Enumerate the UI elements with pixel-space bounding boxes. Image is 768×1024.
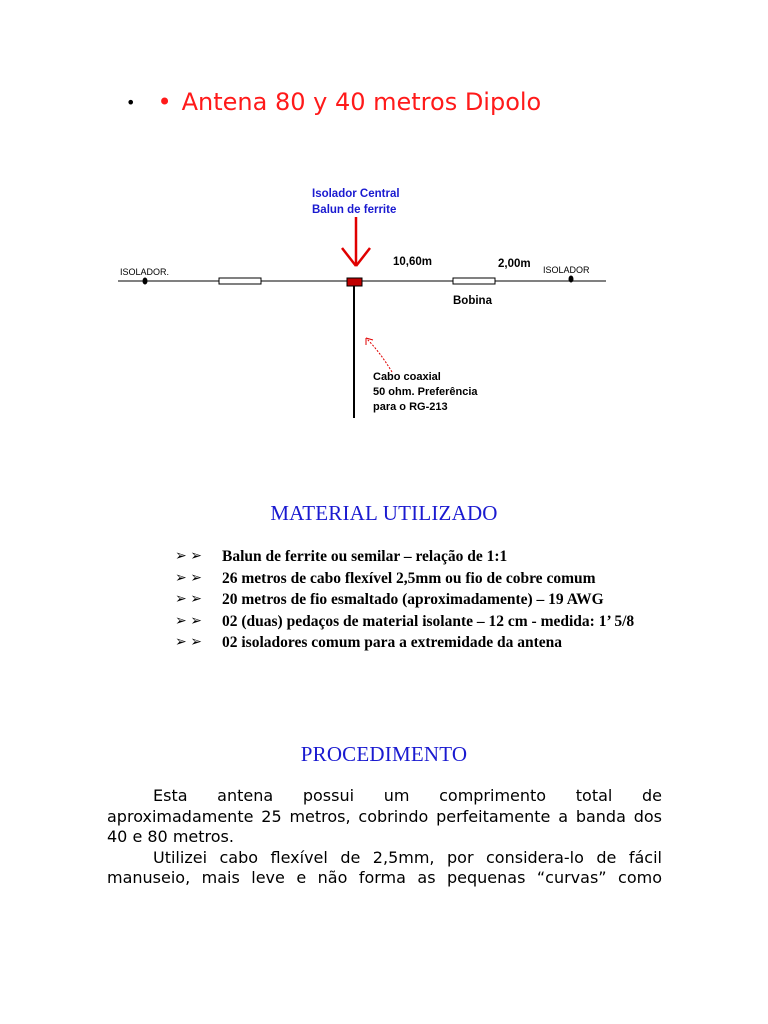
coil-element (453, 278, 495, 284)
coax-label-line2: 50 ohm. Preferência (373, 386, 478, 398)
procedure-paragraph-1: Esta antena possui um comprimento total de aproximadamente 25 metros, cobrindo perfeitamente a banda dos 40 e 80 metros. (107, 786, 662, 846)
left-insulator-icon (143, 278, 148, 285)
balun-label: Balun de ferrite (312, 204, 397, 216)
arrow-bullet-icon: ➢ ➢ (175, 549, 202, 564)
list-item: ➢ ➢ Balun de ferrite ou semilar – relação de 1:1 (175, 546, 665, 568)
coax-label-line3: para o RG-213 (373, 401, 448, 413)
balun-central (347, 278, 362, 286)
arrow-bullet-icon: ➢ ➢ (175, 613, 202, 629)
left-isolating-piece (219, 278, 261, 284)
list-item: ➢ ➢ 02 (duas) pedaços de material isolante – 12 cm - medida: 1’ 5/8 (175, 611, 665, 633)
arrow-bullet-icon: ➢ ➢ (175, 592, 202, 607)
page-title-text: Antena 80 y 40 metros Dipolo (181, 88, 542, 116)
antenna-diagram (0, 0, 768, 440)
right-insulator-label: ISOLADOR (543, 265, 590, 275)
central-insulator-label: Isolador Central (312, 188, 400, 200)
procedure-paragraph-2: Utilizei cabo flexível de 2,5mm, por considera-lo de fácil manuseio, mais leve e não forma as pequenas “curvas” como (107, 847, 662, 887)
material-heading: MATERIAL UTILIZADO (270, 501, 498, 525)
main-length-label: 10,60m (393, 256, 433, 268)
right-insulator-icon (569, 276, 574, 283)
procedure-heading: PROCEDIMENTO (300, 742, 468, 766)
red-bullet: • (157, 88, 172, 116)
list-item: ➢ ➢ 02 isoladores comum para a extremidade da antena (175, 632, 665, 654)
arrow-bullet-icon: ➢ ➢ (175, 635, 202, 650)
coax-pointer-arrow-icon (366, 338, 392, 372)
procedure-body (107, 786, 662, 889)
end-length-label: 2,00m (498, 258, 531, 270)
coax-label-line1: Cabo coaxial (373, 371, 441, 383)
list-item: ➢ ➢ 26 metros de cabo flexível 2,5mm ou fio de cobre comum (175, 568, 665, 590)
coil-label: Bobina (453, 295, 492, 307)
left-insulator-label: ISOLADOR. (120, 267, 170, 277)
material-list (175, 546, 665, 654)
arrow-bullet-icon: ➢ ➢ (175, 570, 202, 586)
red-arrow-down-icon (342, 217, 370, 266)
small-bullet: • (126, 92, 136, 112)
list-item: ➢ ➢ 20 metros de fio esmaltado (aproximadamente) – 19 AWG (175, 589, 665, 611)
